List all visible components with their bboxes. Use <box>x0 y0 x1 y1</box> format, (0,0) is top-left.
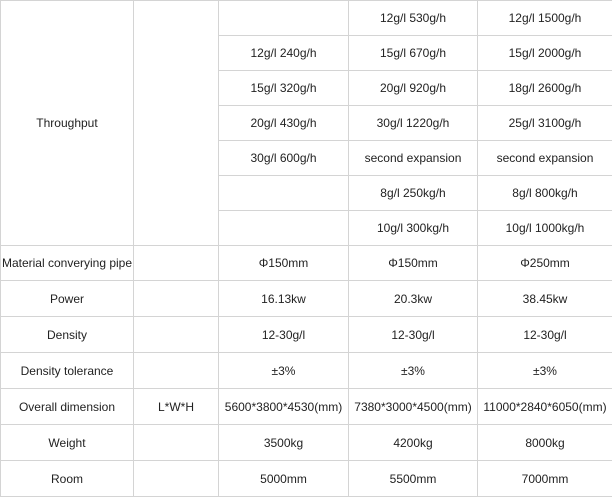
spec-unit <box>134 353 219 389</box>
throughput-model-2-value: 20g/l 920g/h <box>349 71 478 106</box>
spec-model-1-value: 3500kg <box>219 425 349 461</box>
throughput-model-2-value: 8g/l 250kg/h <box>349 176 478 211</box>
spec-row-pipe <box>1 246 612 281</box>
spec-row-overall-dimension <box>1 389 612 425</box>
throughput-model-2-value: 15g/l 670g/h <box>349 36 478 71</box>
spec-label: Room <box>1 461 134 497</box>
throughput-model-1-value: 20g/l 430g/h <box>219 106 349 141</box>
throughput-model-3-value: 12g/l 1500g/h <box>478 1 612 36</box>
spec-model-1-value: ±3% <box>219 353 349 389</box>
spec-model-3-value: 12-30g/l <box>478 317 612 353</box>
throughput-model-1-value <box>219 211 349 246</box>
spec-label: Density <box>1 317 134 353</box>
spec-model-2-value: 20.3kw <box>349 281 478 317</box>
spec-row-weight <box>1 425 612 461</box>
throughput-model-3-value: 8g/l 800kg/h <box>478 176 612 211</box>
throughput-row-1 <box>1 1 612 36</box>
spec-model-3-value: 11000*2840*6050(mm) <box>478 389 612 425</box>
throughput-unit-cell <box>134 1 219 246</box>
spec-row-room <box>1 461 612 497</box>
spec-label: Material converying pipe <box>1 246 134 281</box>
throughput-model-2-value: 30g/l 1220g/h <box>349 106 478 141</box>
spec-label: Power <box>1 281 134 317</box>
spec-unit <box>134 246 219 281</box>
throughput-model-3-value: 25g/l 3100g/h <box>478 106 612 141</box>
throughput-model-3-value: 10g/l 1000kg/h <box>478 211 612 246</box>
spec-model-1-value: Φ150mm <box>219 246 349 281</box>
spec-unit <box>134 317 219 353</box>
throughput-model-3-value: 18g/l 2600g/h <box>478 71 612 106</box>
spec-model-2-value: 7380*3000*4500(mm) <box>349 389 478 425</box>
spec-model-2-value: 4200kg <box>349 425 478 461</box>
spec-row-density-tolerance <box>1 353 612 389</box>
spec-model-2-value: Φ150mm <box>349 246 478 281</box>
spec-row-power <box>1 281 612 317</box>
spec-unit: L*W*H <box>134 389 219 425</box>
spec-model-3-value: 8000kg <box>478 425 612 461</box>
spec-model-3-value: 7000mm <box>478 461 612 497</box>
spec-label: Overall dimension <box>1 389 134 425</box>
spec-model-1-value: 5600*3800*4530(mm) <box>219 389 349 425</box>
spec-model-3-value: Φ250mm <box>478 246 612 281</box>
spec-unit <box>134 425 219 461</box>
spec-model-2-value: ±3% <box>349 353 478 389</box>
throughput-model-1-value: 30g/l 600g/h <box>219 141 349 176</box>
spec-model-1-value: 16.13kw <box>219 281 349 317</box>
throughput-model-2-value: second expansion <box>349 141 478 176</box>
spec-label: Weight <box>1 425 134 461</box>
throughput-model-1-value: 15g/l 320g/h <box>219 71 349 106</box>
throughput-model-2-value: 12g/l 530g/h <box>349 1 478 36</box>
throughput-model-1-value <box>219 176 349 211</box>
throughput-model-1-value <box>219 1 349 36</box>
spec-model-3-value: ±3% <box>478 353 612 389</box>
spec-unit <box>134 281 219 317</box>
spec-model-1-value: 12-30g/l <box>219 317 349 353</box>
spec-model-3-value: 38.45kw <box>478 281 612 317</box>
spec-model-1-value: 5000mm <box>219 461 349 497</box>
spec-model-2-value: 5500mm <box>349 461 478 497</box>
throughput-model-3-value: second expansion <box>478 141 612 176</box>
throughput-model-2-value: 10g/l 300kg/h <box>349 211 478 246</box>
spec-label: Density tolerance <box>1 353 134 389</box>
spec-unit <box>134 461 219 497</box>
spec-row-density <box>1 317 612 353</box>
throughput-model-1-value: 12g/l 240g/h <box>219 36 349 71</box>
throughput-label: Throughput <box>1 1 134 246</box>
spec-model-2-value: 12-30g/l <box>349 317 478 353</box>
throughput-model-3-value: 15g/l 2000g/h <box>478 36 612 71</box>
